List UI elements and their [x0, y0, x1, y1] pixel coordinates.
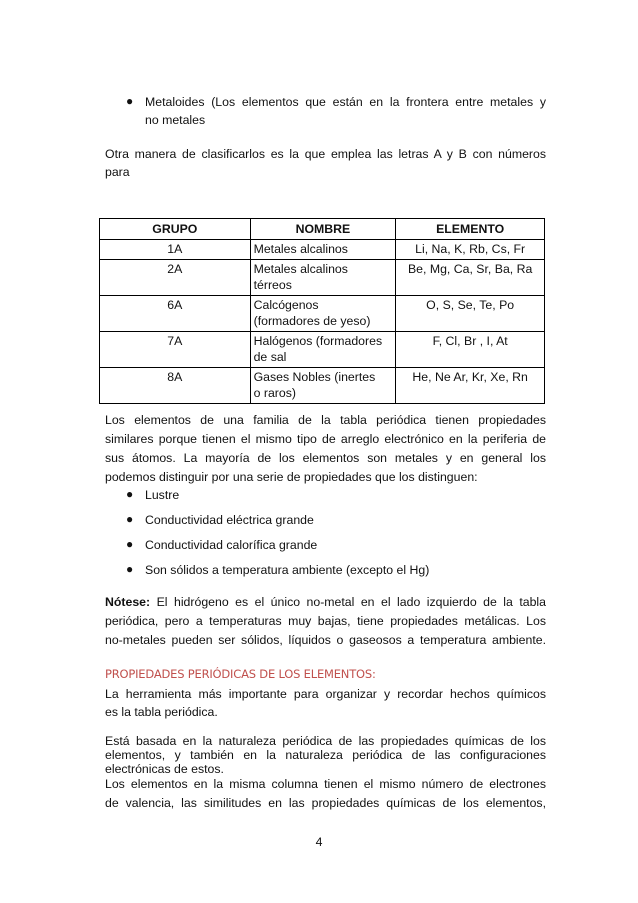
cell-elemento: F, Cl, Br , I, At — [396, 332, 545, 368]
families-para-line-4: podemos distinguir por una serie de propiedades que los distinguen: — [105, 470, 478, 484]
note-label: Nótese: — [105, 595, 151, 609]
cell-grupo: 2A — [100, 260, 251, 296]
property-item: Conductividad eléctrica grande — [145, 513, 314, 527]
property-item: Lustre — [145, 488, 180, 502]
page-number: 4 — [315, 835, 323, 849]
cell-elemento: Li, Na, K, Rb, Cs, Fr — [396, 240, 545, 260]
cell-grupo: 1A — [100, 240, 251, 260]
nombre-line: de sal — [253, 350, 287, 364]
header-grupo: GRUPO — [100, 219, 251, 240]
groups-table — [99, 218, 545, 404]
nombre-line: Halógenos (formadores — [253, 334, 383, 348]
property-item: Conductividad calorífica grande — [145, 538, 318, 552]
note-line-2: periódica, pero a temperaturas muy bajas, tiene propiedades metálicas. Los — [105, 614, 546, 628]
bullet-icon: ● — [126, 94, 134, 108]
cell-nombre — [250, 296, 396, 332]
cell-grupo: 7A — [100, 332, 251, 368]
bullet-icon: ● — [126, 487, 134, 501]
nombre-line: Metales alcalinos — [253, 242, 348, 256]
section-heading: PROPIEDADES PERIÓDICAS DE LOS ELEMENTOS: — [105, 667, 376, 681]
nombre-line: o raros) — [253, 386, 296, 400]
basis-para-line-3: electrónicas de estos. — [105, 762, 224, 776]
note-line-1 — [105, 594, 546, 610]
cell-nombre — [250, 368, 396, 404]
cell-grupo: 6A — [100, 296, 251, 332]
column-para-line-1: Los elementos en la misma columna tienen el mismo número de electrones — [105, 777, 546, 791]
cell-nombre — [250, 240, 396, 260]
cell-nombre — [250, 332, 396, 368]
note-text: El hidrógeno es el único no-metal en el lado izquierdo de la tabla — [150, 595, 546, 609]
property-item: Son sólidos a temperatura ambiente (excepto el Hg) — [145, 563, 430, 577]
nombre-line: (formadores de yeso) — [253, 314, 371, 328]
intro-para-line-2: para — [105, 165, 130, 179]
table-row — [100, 368, 545, 404]
table-row — [100, 240, 545, 260]
cell-elemento: He, Ne Ar, Kr, Xe, Rn — [396, 368, 545, 404]
nombre-line: Calcógenos — [253, 298, 319, 312]
tool-para-line-2: es la tabla periódica. — [105, 705, 218, 719]
intro-bullet-line-1: Metaloides (Los elementos que están en la frontera entre metales y — [145, 95, 546, 109]
cell-nombre — [250, 260, 396, 296]
families-para-line-3: sus átomos. La mayoría de los elementos son metales y en general los — [105, 451, 546, 465]
families-para-line-1: Los elementos de una familia de la tabla periódica tienen propiedades — [105, 413, 546, 427]
basis-para-line-1: Está basada en la naturaleza periódica de las propiedades químicas de los — [105, 734, 546, 748]
basis-para-line-2: elementos, y también en la naturaleza periódica de las configuraciones — [105, 748, 546, 762]
table-row — [100, 260, 545, 296]
bullet-icon: ● — [126, 562, 134, 576]
nombre-line: térreos — [253, 278, 292, 292]
column-para-line-2: de valencia, las similitudes en las propiedades químicas de los elementos, — [105, 796, 546, 810]
nombre-line: Metales alcalinos — [253, 262, 348, 276]
tool-para-line-1: La herramienta más importante para organizar y recordar hechos químicos — [105, 687, 546, 701]
bullet-icon: ● — [126, 512, 134, 526]
nombre-line: Gases Nobles (inertes — [253, 370, 376, 384]
intro-bullet-line-2: no metales — [145, 113, 206, 127]
families-para-line-2: similares porque tienen el mismo tipo de arreglo electrónico en la periferia de — [105, 432, 546, 446]
note-line-3: no-metales pueden ser sólidos, líquidos o gaseosos a temperatura ambiente. — [105, 633, 546, 647]
header-nombre: NOMBRE — [250, 219, 396, 240]
cell-elemento: O, S, Se, Te, Po — [396, 296, 545, 332]
table-header-row — [100, 219, 545, 240]
table-row — [100, 332, 545, 368]
table-row — [100, 296, 545, 332]
bullet-icon: ● — [126, 537, 134, 551]
intro-para-line-1: Otra manera de clasificarlos es la que emplea las letras A y B con números — [105, 147, 546, 161]
cell-elemento: Be, Mg, Ca, Sr, Ba, Ra — [396, 260, 545, 296]
cell-grupo: 8A — [100, 368, 251, 404]
header-elemento: ELEMENTO — [396, 219, 545, 240]
